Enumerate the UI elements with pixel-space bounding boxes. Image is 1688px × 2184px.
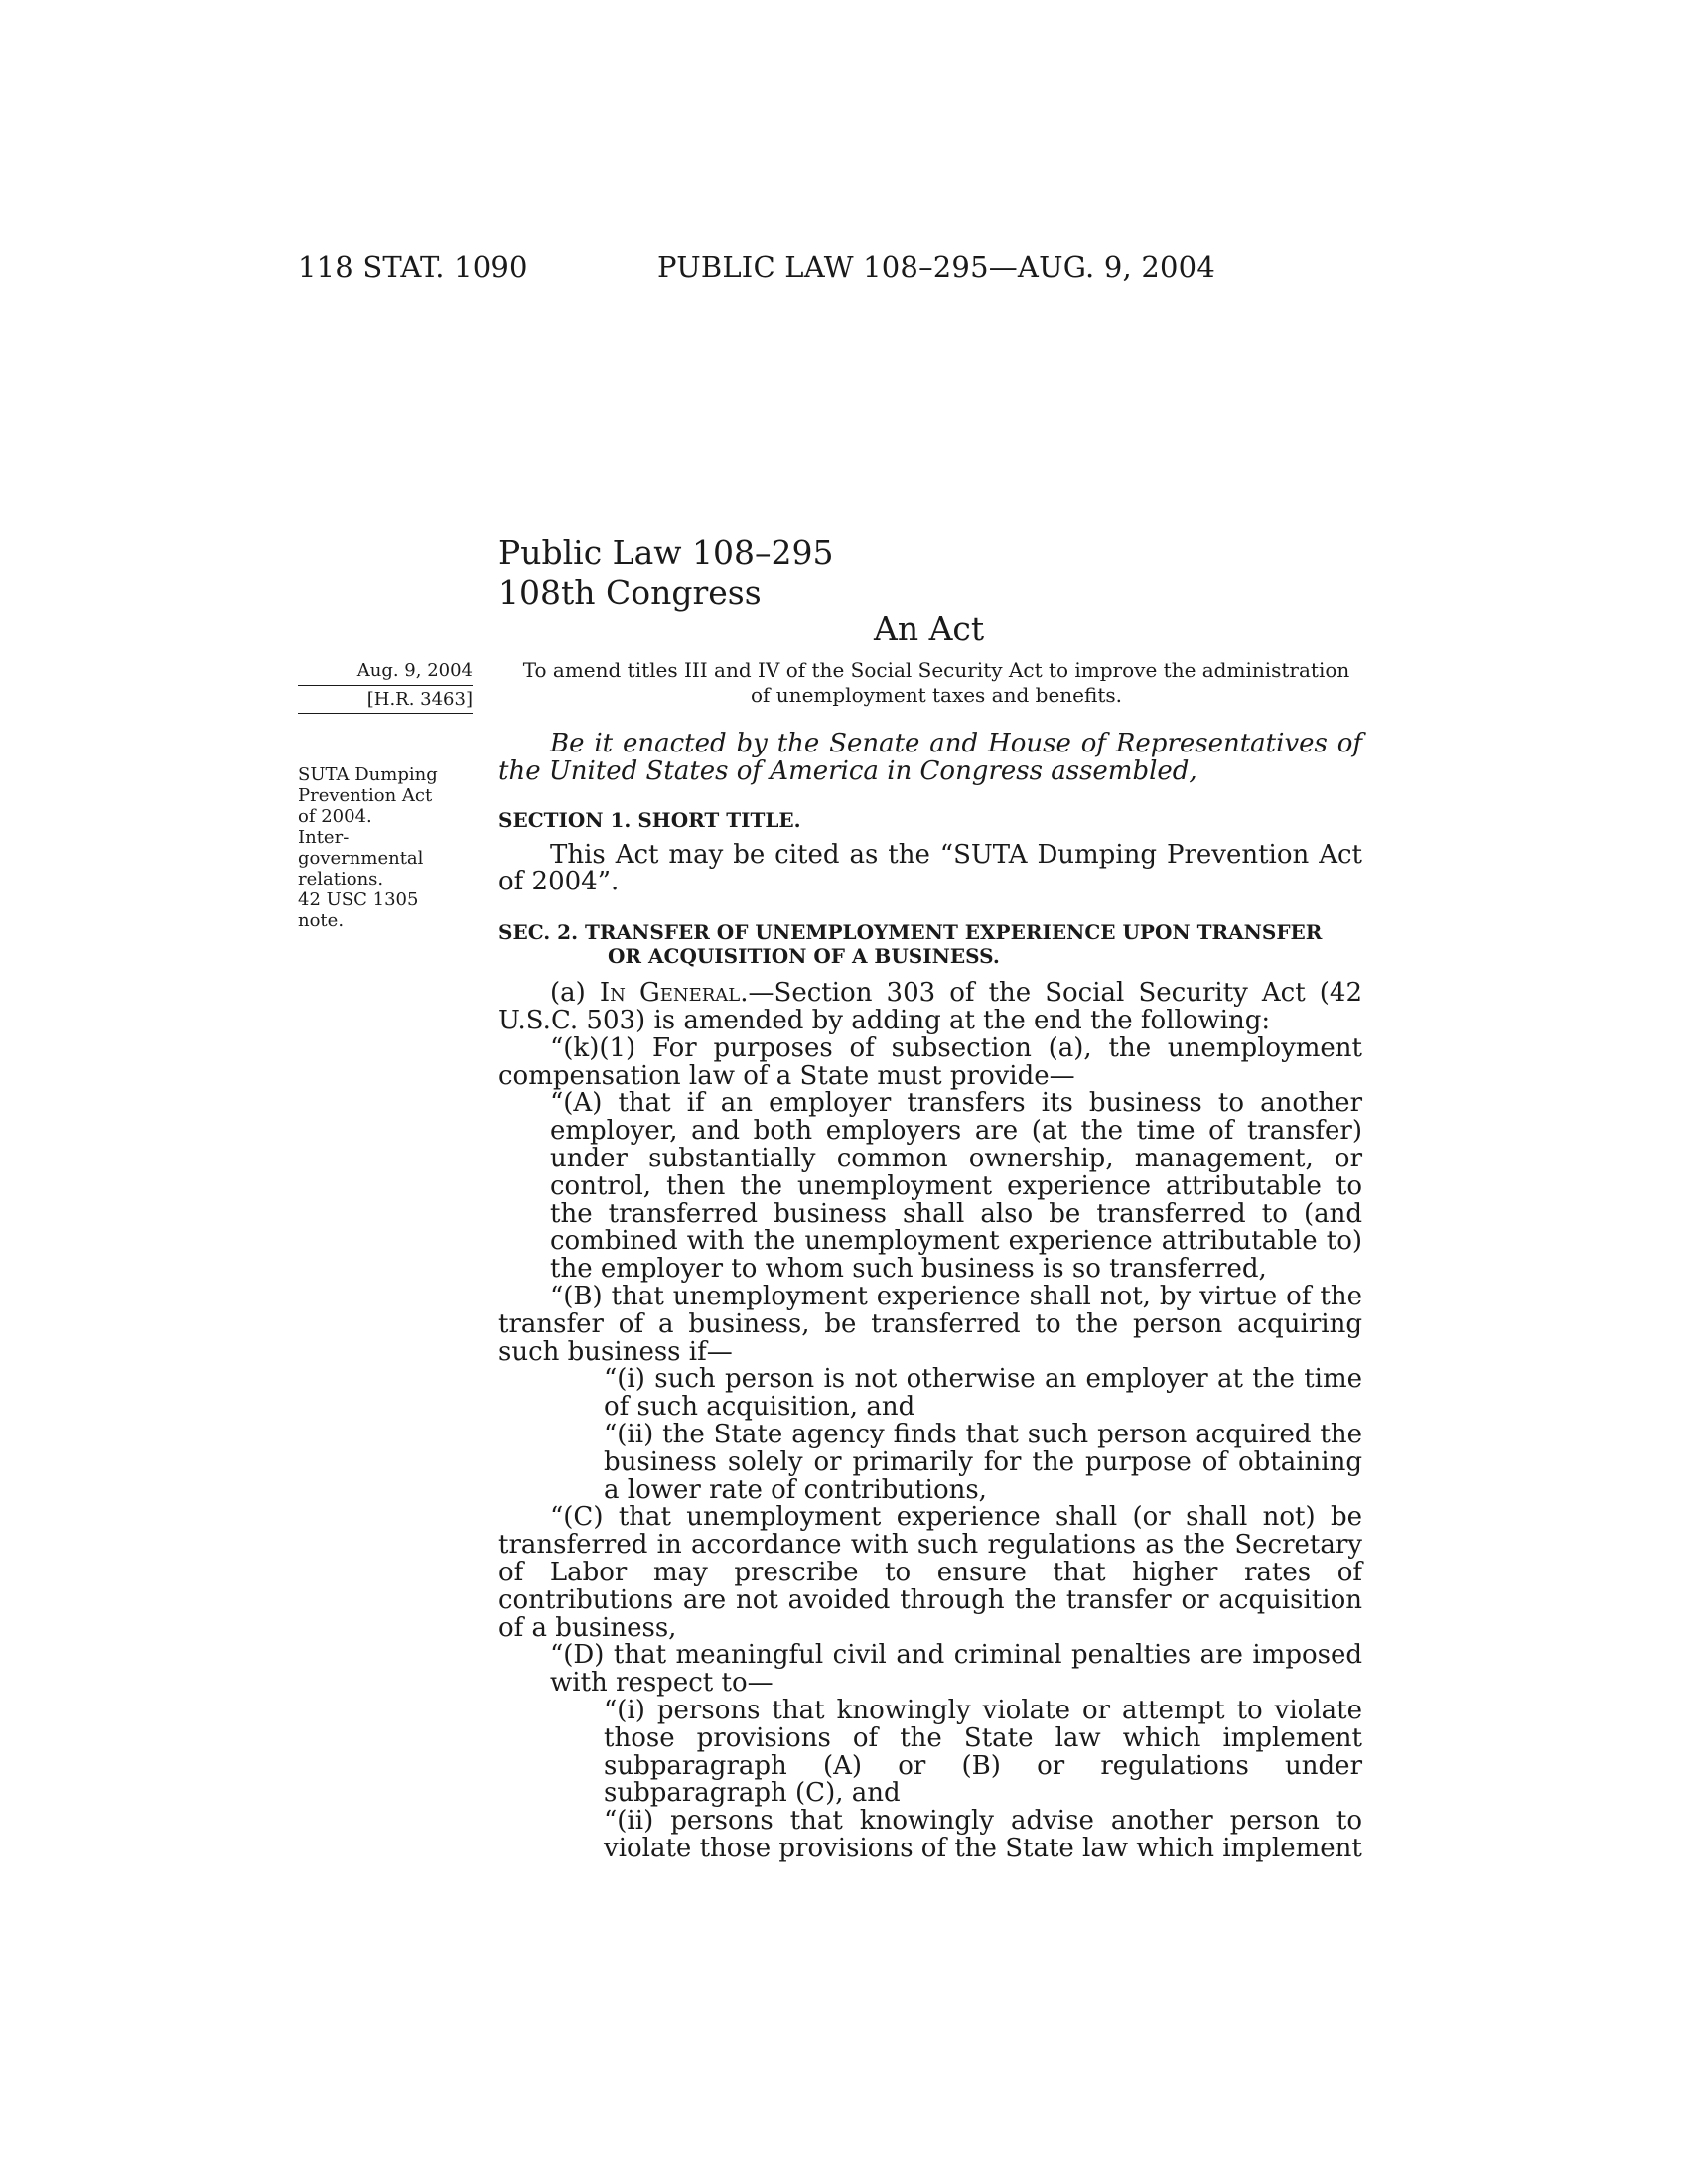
margin-note-line: governmental xyxy=(298,848,424,869)
section-1-heading: SECTION 1. SHORT TITLE. xyxy=(498,807,801,832)
enactment-date: Aug. 9, 2004 xyxy=(356,660,473,681)
running-head: PUBLIC LAW 108–295—AUG. 9, 2004 xyxy=(657,250,1215,284)
margin-rule xyxy=(298,685,473,686)
section-2-heading-line2: OR ACQUISITION OF A BUSINESS. xyxy=(608,944,1000,969)
section-2-heading xyxy=(498,920,1362,968)
subsection-a-caption: In General xyxy=(599,978,741,1009)
margin-rule xyxy=(298,713,473,714)
margin-notes xyxy=(298,764,467,931)
law-title-block xyxy=(498,533,833,613)
margin-note-line: Inter- xyxy=(298,827,350,848)
main-text xyxy=(498,731,1362,1863)
congress-number: 108th Congress xyxy=(498,573,762,612)
margin-note-line: SUTA Dumping xyxy=(298,764,438,785)
subparagraph-a: “(A) that if an employer transfers its business to another employer, and both employers are (at the time of transfer) under substantially common ownership, management, or control, then the unemployment experience attributable to the transferred business shall also be transferred to (and combined with the unemployment experience attributable to) the employer to whom such business is so transferred, xyxy=(550,1088,1362,1285)
clause-b-ii: “(ii) the State agency finds that such person acquired the business solely or primarily for the purpose of obtaining a lower rate of contributions, xyxy=(604,1419,1362,1505)
margin-note-line: of 2004. xyxy=(298,806,372,827)
public-law-number: Public Law 108–295 xyxy=(498,533,834,572)
stat-page-number: 118 STAT. 1090 xyxy=(298,250,528,284)
paragraph-k1: “(k)(1) For purposes of subsection (a), the unemployment compensation law of a State must provide— xyxy=(498,1032,1362,1091)
section-1-text: This Act may be cited as the “SUTA Dumping Prevention Act of 2004”. xyxy=(498,839,1362,897)
clause-d-ii: “(ii) persons that knowingly advise another person to violate those provisions of the State law which implement xyxy=(604,1806,1362,1863)
act-heading: An Act xyxy=(874,610,985,648)
margin-note-line: relations. xyxy=(298,869,384,889)
section-2-heading-line1: SEC. 2. TRANSFER OF UNEMPLOYMENT EXPERIENCE UPON TRANSFER xyxy=(498,920,1323,945)
margin-date-block xyxy=(298,659,473,714)
bill-number: [H.R. 3463] xyxy=(366,689,473,710)
enacting-clause: Be it enacted by the Senate and House of Representatives of the United States of America in Congress assembled, xyxy=(498,729,1362,786)
margin-note-line: note. xyxy=(298,910,345,931)
clause-d-i: “(i) persons that knowingly violate or attempt to violate those provisions of the State law which implement subparagraph (A) or (B) or regulations under subparagraph (C), and xyxy=(604,1695,1362,1809)
subsection-a-text: .—Section 303 of the Social Security Act (42 U.S.C. 503) is amended by adding at the end the following: xyxy=(498,978,1362,1035)
clause-b-i: “(i) such person is not otherwise an employer at the time of such acquisition, and xyxy=(604,1364,1362,1423)
long-title: To amend titles III and IV of the Social Security Act to improve the administration of unemployment taxes and benefits. xyxy=(522,658,1350,707)
subparagraph-d: “(D) that meaningful civil and criminal penalties are imposed with respect to— xyxy=(550,1640,1362,1699)
subparagraph-b: “(B) that unemployment experience shall not, by virtue of the transfer of a business, be transferred to the person acquiring such business if— xyxy=(498,1281,1362,1367)
margin-note-line: Prevention Act xyxy=(298,785,433,806)
margin-note-line: 42 USC 1305 xyxy=(298,889,419,910)
subparagraph-c: “(C) that unemployment experience shall (or shall not) be transferred in accordance with such regulations as the Secretary of Labor may prescribe to ensure that higher rates of contributions are not avoided through the transfer or acquisition of a business, xyxy=(498,1502,1362,1643)
subsection-a xyxy=(498,980,1362,1035)
subsection-a-prefix: (a) xyxy=(550,978,600,1009)
